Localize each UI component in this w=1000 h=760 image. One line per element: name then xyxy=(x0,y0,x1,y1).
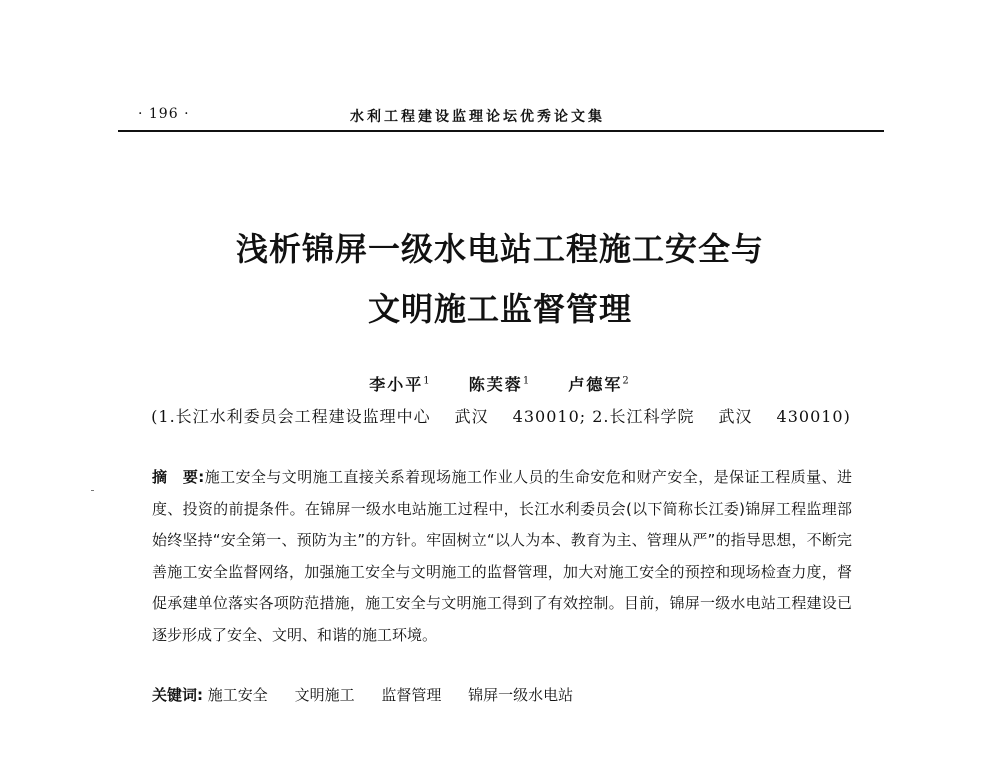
page-number: · 196 · xyxy=(138,106,190,122)
affiliation-2-city: 武汉 xyxy=(718,407,753,426)
abstract-text: 施工安全与文明施工直接关系着现场施工作业人员的生命安危和财产安全，是保证工程质量、进度、投资的前提条件。在锦屏一级水电站施工过程中，长江水利委员会(以下简称长江委)锦屏工程监理部始终坚持“安全第一、预防为主”的方针。牢固树立“以人为本、教育为主、管理从严”的指导思想，不断完善施工安全监督网络，加强施工安全与文明施工的监督管理，加大对施工安全的预控和现场检查力度，督促承建单位落实各项防范措施，施工安全与文明施工得到了有效控制。目前，锦屏一级水电站工程建设已逐步形成了安全、文明、和谐的施工环境。 xyxy=(152,468,852,644)
header-rule xyxy=(118,130,884,132)
author-list xyxy=(100,372,900,395)
author-name: 陈芙蓉 xyxy=(468,375,523,394)
keyword: 施工安全 xyxy=(207,686,268,704)
author-name: 李小平 xyxy=(369,375,424,394)
author-affil-marker: 1 xyxy=(522,375,532,387)
author-name: 卢德军 xyxy=(568,375,623,394)
author-affil-marker: 2 xyxy=(622,375,631,387)
affiliation-1: (1.长江水利委员会工程建设监理中心 xyxy=(151,407,431,426)
journal-title: 水利工程建设监理论坛优秀论文集 xyxy=(350,109,605,125)
paper-title-line-1: 浅析锦屏一级水电站工程施工安全与 xyxy=(235,230,764,268)
abstract-label: 摘 要: xyxy=(152,468,205,486)
keywords xyxy=(152,684,852,705)
abstract xyxy=(152,462,852,651)
affiliation-2: 2.长江科学院 xyxy=(592,407,695,426)
affiliation-line xyxy=(118,404,884,427)
running-header xyxy=(118,106,882,130)
keyword: 锦屏一级水电站 xyxy=(468,686,574,704)
affiliation-2-postcode: 430010) xyxy=(776,407,851,426)
paper-title-line-2: 文明施工监督管理 xyxy=(367,290,632,328)
author-affil-marker: 1 xyxy=(423,375,432,387)
keyword: 文明施工 xyxy=(294,686,355,704)
affiliation-1-city: 武汉 xyxy=(454,407,489,426)
keywords-label: 关键词: xyxy=(152,686,203,704)
affiliation-1-postcode: 430010; xyxy=(512,407,587,426)
keyword: 监督管理 xyxy=(381,686,442,704)
scan-speck xyxy=(91,490,94,491)
